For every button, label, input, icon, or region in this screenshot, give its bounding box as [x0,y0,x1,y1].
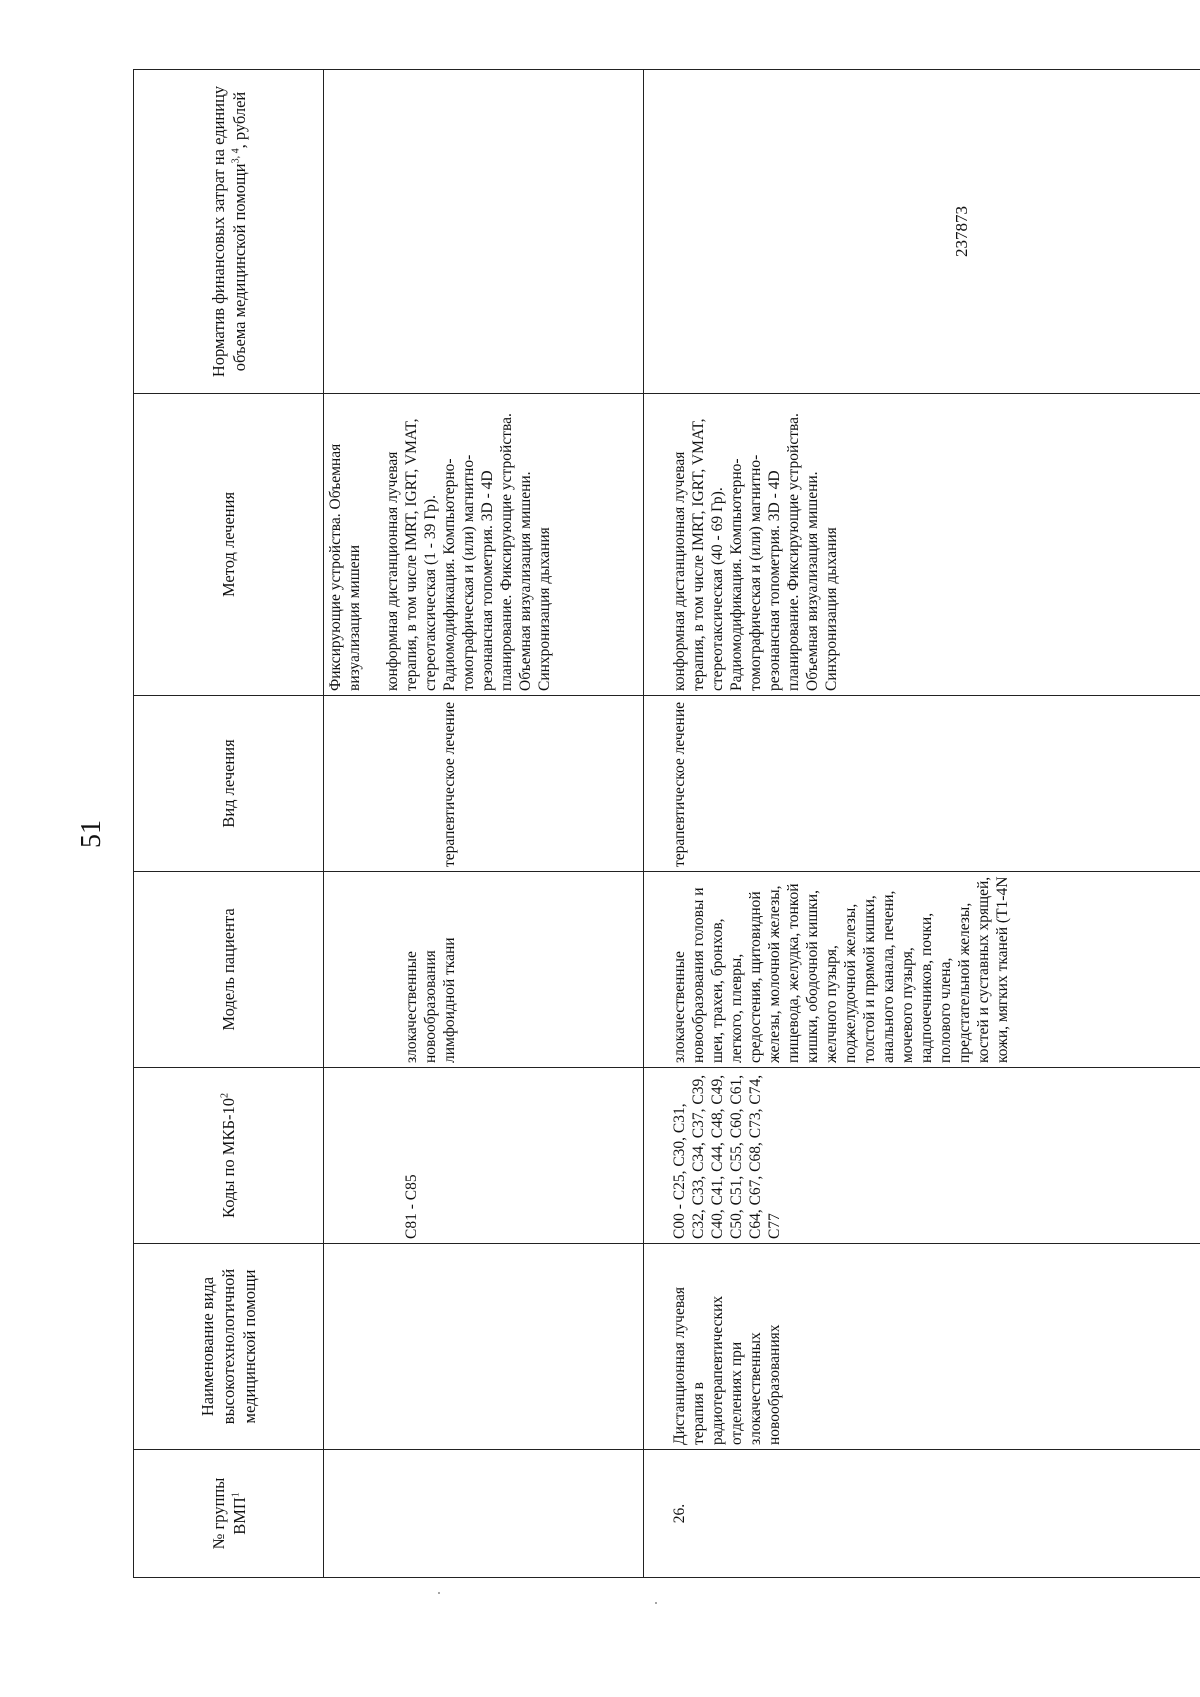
header-model: Модель пациента [134,872,324,1068]
header-norm: Норматив финансовых затрат на единицу объема медицинской помощи$^{3, 4}$, рублей [134,70,324,394]
table-row [324,70,644,1578]
page-number: 51 [76,820,107,848]
cell-codes: C00 - C25, C30, C31, C32, C33, C34, C37, C39, C40, C41, C44, C48, C49, C50, C51, C55, C60, C61, C64, C67, C68, C73, C74, C77 [644,1068,1200,1244]
header-group-no: № группы ВМП$^1$ [134,1450,324,1578]
cell-norm: 237873 [644,70,1200,394]
header-name: Наименование вида высокотехнологичной медицинской помощи [134,1244,324,1450]
cell-name [324,1244,644,1450]
cell-norm [324,70,644,394]
cell-model: злокачественные новообразования лимфоидной ткани [324,872,644,1068]
cell-model: злокачественные новообразования головы и шеи, трахеи, бронхов, легкого, плевры, средостения, щитовидной железы, молочной железы, пищевода, желудка, тонкой кишки, ободочной кишки, желчного пузыря, поджелудочной железы, толстой и прямой кишки, анального канала, печени, мочевого пузыря, надпочечников, почки, полового члена, предстательной железы, костей и суставных хрящей, кожи, мягких тканей (T1-4N [644,872,1200,1068]
header-codes: Коды по МКБ-$10^2$ [134,1068,324,1244]
table-row [644,70,1200,1578]
cell-method: конформная дистанционная лучевая терапия, в том числе IMRT, IGRT, VMAT, стереотаксическая (40 - 69 Гр). Радиомодификация. Компьютерно-томографическая и (или) магнитно-резонансная топометрия. 3D - 4D планирование. Фиксирующие устройства. Объемная визуализация мишени. Синхронизация дыхания [644,394,1200,696]
cell-codes: C81 - C85 [324,1068,644,1244]
cell-method: Фиксирующие устройства. Объемная визуализация мишени конформная дистанционная лучевая терапия, в том числе IMRT, IGRT, VMAT, стереотаксическая (1 - 39 Гр). Радиомодификация. Компьютерно-томографическая и (или) магнитно-резонансная топометрия. 3D - 4D планирование. Фиксирующие устройства. Объемная визуализация мишени. Синхронизация дыхания [324,394,644,696]
cell-group-no [324,1450,644,1578]
header-method: Метод лечения [134,394,324,696]
cell-treatment-type: терапевтическое лечение [644,696,1200,872]
scan-speck [438,1592,440,1594]
rotated-table-container [133,70,1200,1578]
cell-treatment-type: терапевтическое лечение [324,696,644,872]
header-row [134,70,324,1578]
cell-name: Дистанционная лучевая терапия в радиотерапевтических отделениях при злокачественных новообразованиях [644,1244,1200,1450]
header-treatment-type: Вид лечения [134,696,324,872]
scan-speck [655,1602,657,1604]
cell-group-no: 26. [644,1450,1200,1578]
vmp-table [133,69,1200,1578]
